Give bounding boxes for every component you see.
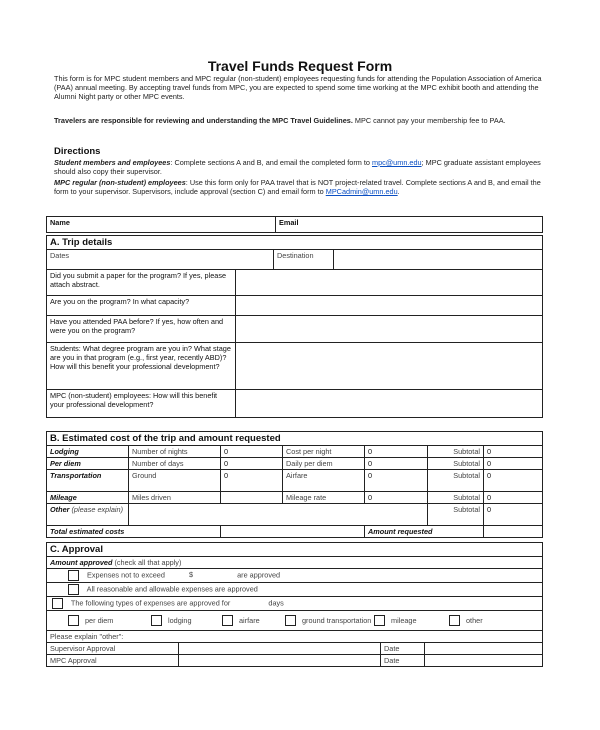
answer-paper[interactable] (236, 270, 543, 296)
mileage-checkbox[interactable] (374, 615, 385, 626)
subtotal-label: Subtotal (428, 504, 484, 526)
explain-other-label: Please explain "other": (50, 632, 124, 641)
following-types-label: The following types of expenses are approved for (70, 598, 231, 608)
question-program (47, 296, 236, 316)
student-text-2: ; MPC graduate assistant employees should also copy their supervisor. (54, 158, 541, 176)
cost-label: Lodging (47, 446, 129, 458)
rate-value[interactable]: 0 (365, 492, 428, 504)
question-attended (47, 316, 236, 343)
intro-paragraph: This form is for MPC student members and MPC regular (non-student) employees requesting funds for attending the Population Association of America (PAA) annual meeting. By accepting travel funds from MPC, you are expected to spend some time working at the MPC exhibit booth and attending the Alumni Night party or other MPC events. (54, 74, 542, 101)
subtotal-value: 0 (484, 504, 543, 526)
amount-approved-label: Amount approved (50, 558, 113, 567)
unit-label: Number of days (129, 458, 221, 470)
regular-end: . (397, 187, 400, 196)
not-exceed-suffix: are approved (237, 570, 281, 580)
question-text: Students: What degree program are you in? What stage are you in that program (e.g., first year, recently ABD)? How will this benefit your professional development? (50, 344, 231, 371)
rate-value[interactable]: 0 (365, 470, 428, 492)
unit-value[interactable]: 0 (221, 470, 283, 492)
unit-label: Number of nights (129, 446, 221, 458)
dates-field[interactable] (47, 250, 274, 270)
not-exceed-label: Expenses not to exceed (87, 570, 165, 580)
airfare-label: airfare (239, 616, 260, 625)
mpc-approval-field[interactable] (179, 655, 381, 667)
total-label: Total estimated costs (47, 526, 221, 538)
section-a-title: A. Trip details (47, 236, 543, 250)
rate-label: Airfare (283, 470, 365, 492)
ground-transportation-checkbox[interactable] (285, 615, 296, 626)
responsibility-bold: Travelers are responsible for reviewing and understanding the MPC Travel Guidelines. (54, 116, 353, 125)
requested-value[interactable] (484, 526, 543, 538)
answer-attended[interactable] (236, 316, 543, 343)
totals-row (47, 526, 543, 538)
expense-types-row (47, 611, 543, 631)
name-field[interactable] (47, 217, 276, 233)
unit-label: Ground (129, 470, 221, 492)
other-checkbox[interactable] (449, 615, 460, 626)
regular-label: MPC regular (non-student) employees (54, 178, 186, 187)
subtotal-label: Subtotal (428, 458, 484, 470)
destination-text: Destination (277, 251, 314, 260)
directions-heading: Directions (54, 146, 101, 157)
name-email-table (46, 216, 543, 233)
cost-row-transportation (47, 470, 543, 492)
per-diem-label: per diem (85, 616, 114, 625)
subtotal-value: 0 (484, 446, 543, 458)
section-c-title: C. Approval (47, 543, 543, 557)
form-title: Travel Funds Request Form (207, 58, 393, 74)
answer-development[interactable] (236, 390, 543, 418)
supervisor-approval-field[interactable] (179, 643, 381, 655)
question-paper (47, 270, 236, 296)
responsibility-note (54, 116, 544, 125)
currency-symbol: $ (188, 570, 194, 580)
question-degree (47, 343, 236, 390)
unit-value[interactable]: 0 (221, 446, 283, 458)
destination-label (274, 250, 334, 270)
name-label: Name (50, 218, 70, 227)
cost-row-mileage (47, 492, 543, 504)
rate-value[interactable]: 0 (365, 458, 428, 470)
student-text: : Complete sections A and B, and email the completed form to (170, 158, 372, 167)
answer-degree[interactable] (236, 343, 543, 390)
per-diem-checkbox[interactable] (68, 615, 79, 626)
not-exceed-checkbox[interactable] (68, 570, 79, 581)
dates-label: Dates (50, 251, 70, 260)
cost-label: Mileage (47, 492, 129, 504)
cost-label: Transportation (47, 470, 129, 492)
lodging-checkbox[interactable] (151, 615, 162, 626)
option-following-types (47, 597, 543, 611)
section-c-table (46, 542, 543, 667)
question-text: Have you attended PAA before? If yes, how often and were you on the program? (50, 317, 224, 335)
section-a-table (46, 235, 543, 418)
days-label: days (268, 598, 284, 608)
other-label-cell (47, 504, 129, 526)
answer-program[interactable] (236, 296, 543, 316)
student-label: Student members and employees (54, 158, 171, 167)
directions-regular (54, 178, 544, 196)
unit-label: Miles driven (129, 492, 221, 504)
cost-row-per-diem (47, 458, 543, 470)
subtotal-value: 0 (484, 492, 543, 504)
rate-value[interactable]: 0 (365, 446, 428, 458)
regular-text: : Use this form only for PAA travel that is NOT project-related travel. Complete sections A and B, and email the form to your supervisor. Supervisors, include approval (section C) and email form to (54, 178, 541, 196)
directions-students (54, 158, 544, 176)
cost-label: Per diem (47, 458, 129, 470)
amount-approved-row (47, 557, 543, 569)
subtotal-label: Subtotal (428, 446, 484, 458)
supervisor-approval-label: Supervisor Approval (47, 643, 179, 655)
rate-label: Mileage rate (283, 492, 365, 504)
subtotal-label: Subtotal (428, 492, 484, 504)
requested-label: Amount requested (365, 526, 484, 538)
total-value (221, 526, 365, 538)
option-not-exceed (47, 569, 543, 583)
question-development (47, 390, 236, 418)
unit-value[interactable]: 0 (221, 458, 283, 470)
section-b-table (46, 431, 543, 538)
supervisor-date-label: Date (381, 643, 425, 655)
question-text: Did you submit a paper for the program? If yes, please attach abstract. (50, 271, 227, 289)
mpcadmin-email-link[interactable]: MPCadmin@umn.edu (325, 187, 398, 196)
mpc-date-field[interactable] (425, 655, 543, 667)
all-reasonable-label: All reasonable and allowable expenses are approved (86, 584, 258, 594)
subtotal-value: 0 (484, 470, 543, 492)
section-b-title: B. Estimated cost of the trip and amount requested (47, 432, 543, 446)
responsibility-rest: MPC cannot pay your membership fee to PAA. (352, 116, 506, 125)
supervisor-date-field[interactable] (425, 643, 543, 655)
ground-transportation-label: ground transportation (302, 616, 372, 625)
mpc-approval-label: MPC Approval (47, 655, 179, 667)
cost-row-lodging (47, 446, 543, 458)
option-all-reasonable (47, 583, 543, 597)
subtotal-value: 0 (484, 458, 543, 470)
other-explain-field[interactable] (129, 504, 428, 526)
explain-other-field[interactable] (47, 631, 543, 643)
email-field[interactable] (276, 217, 543, 233)
destination-field[interactable] (334, 250, 543, 270)
other-type-label: other (466, 616, 483, 625)
other-note: (please explain) (71, 505, 124, 514)
mpc-email-link[interactable]: mpc@umn.edu (371, 158, 422, 167)
following-types-checkbox[interactable] (52, 598, 63, 609)
check-all-note: (check all that apply) (114, 558, 182, 567)
subtotal-label: Subtotal (428, 470, 484, 492)
question-text: MPC (non-student) employees: How will this benefit your professional development? (50, 391, 218, 409)
cost-row-other (47, 504, 543, 526)
mileage-label: mileage (391, 616, 417, 625)
email-label: Email (279, 218, 299, 227)
all-reasonable-checkbox[interactable] (68, 584, 79, 595)
rate-label: Daily per diem (283, 458, 365, 470)
question-text: Are you on the program? In what capacity? (50, 297, 190, 306)
other-label: Other (50, 505, 70, 514)
lodging-label: lodging (168, 616, 192, 625)
mpc-date-label: Date (381, 655, 425, 667)
airfare-checkbox[interactable] (222, 615, 233, 626)
unit-value[interactable] (221, 492, 283, 504)
rate-label: Cost per night (283, 446, 365, 458)
